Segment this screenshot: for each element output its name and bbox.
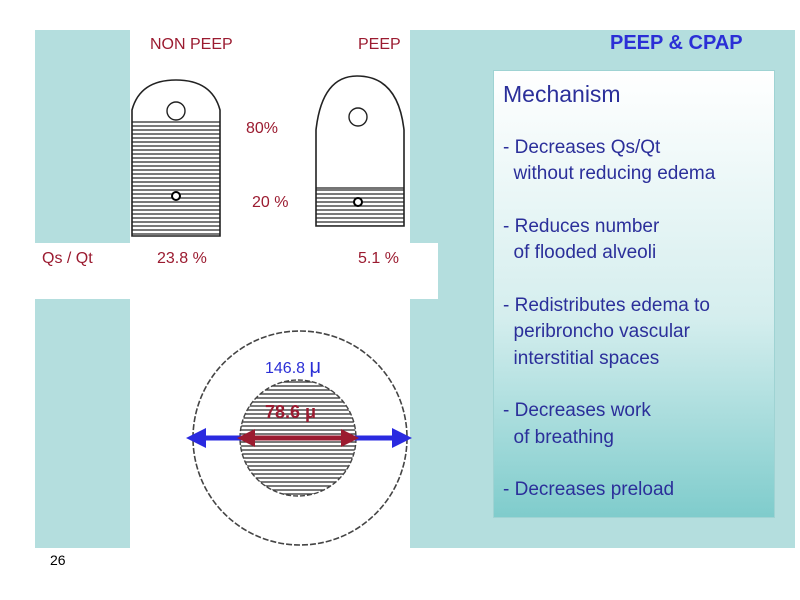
mechanism-item: - Redistributes edema to peribroncho vascular interstitial spaces (503, 294, 710, 369)
non-peep-label: NON PEEP (150, 36, 233, 53)
outer-diameter-unit: μ (309, 356, 322, 378)
outer-diameter-label (265, 356, 321, 379)
mechanism-box (493, 70, 775, 518)
inner-diameter-label: 78.6 μ (265, 402, 317, 422)
peep-lung-diagram (316, 76, 404, 226)
mechanism-heading: Mechanism (503, 81, 621, 107)
peep-label: PEEP (358, 36, 401, 53)
mechanism-item: - Decreases Qs/Qt without reducing edema (503, 136, 716, 184)
mechanism-item: - Reduces number of flooded alveoli (503, 215, 660, 263)
mechanism-item: - Decreases preload (503, 479, 675, 500)
non-peep-lung-diagram (132, 80, 220, 236)
outer-diameter-value: 146.8 (265, 360, 306, 377)
page-number: 26 (50, 552, 66, 568)
qs-qt-label: Qs / Qt (42, 250, 93, 267)
percent-upper-label: 80% (246, 120, 279, 137)
peep-qs-qt-value: 5.1 % (358, 250, 399, 267)
slide-title: PEEP & CPAP (610, 32, 743, 54)
mechanism-item: - Decreases work of breathing (503, 400, 651, 448)
non-peep-qs-qt-value: 23.8 % (157, 250, 207, 267)
percent-lower-label: 20 % (252, 194, 289, 211)
